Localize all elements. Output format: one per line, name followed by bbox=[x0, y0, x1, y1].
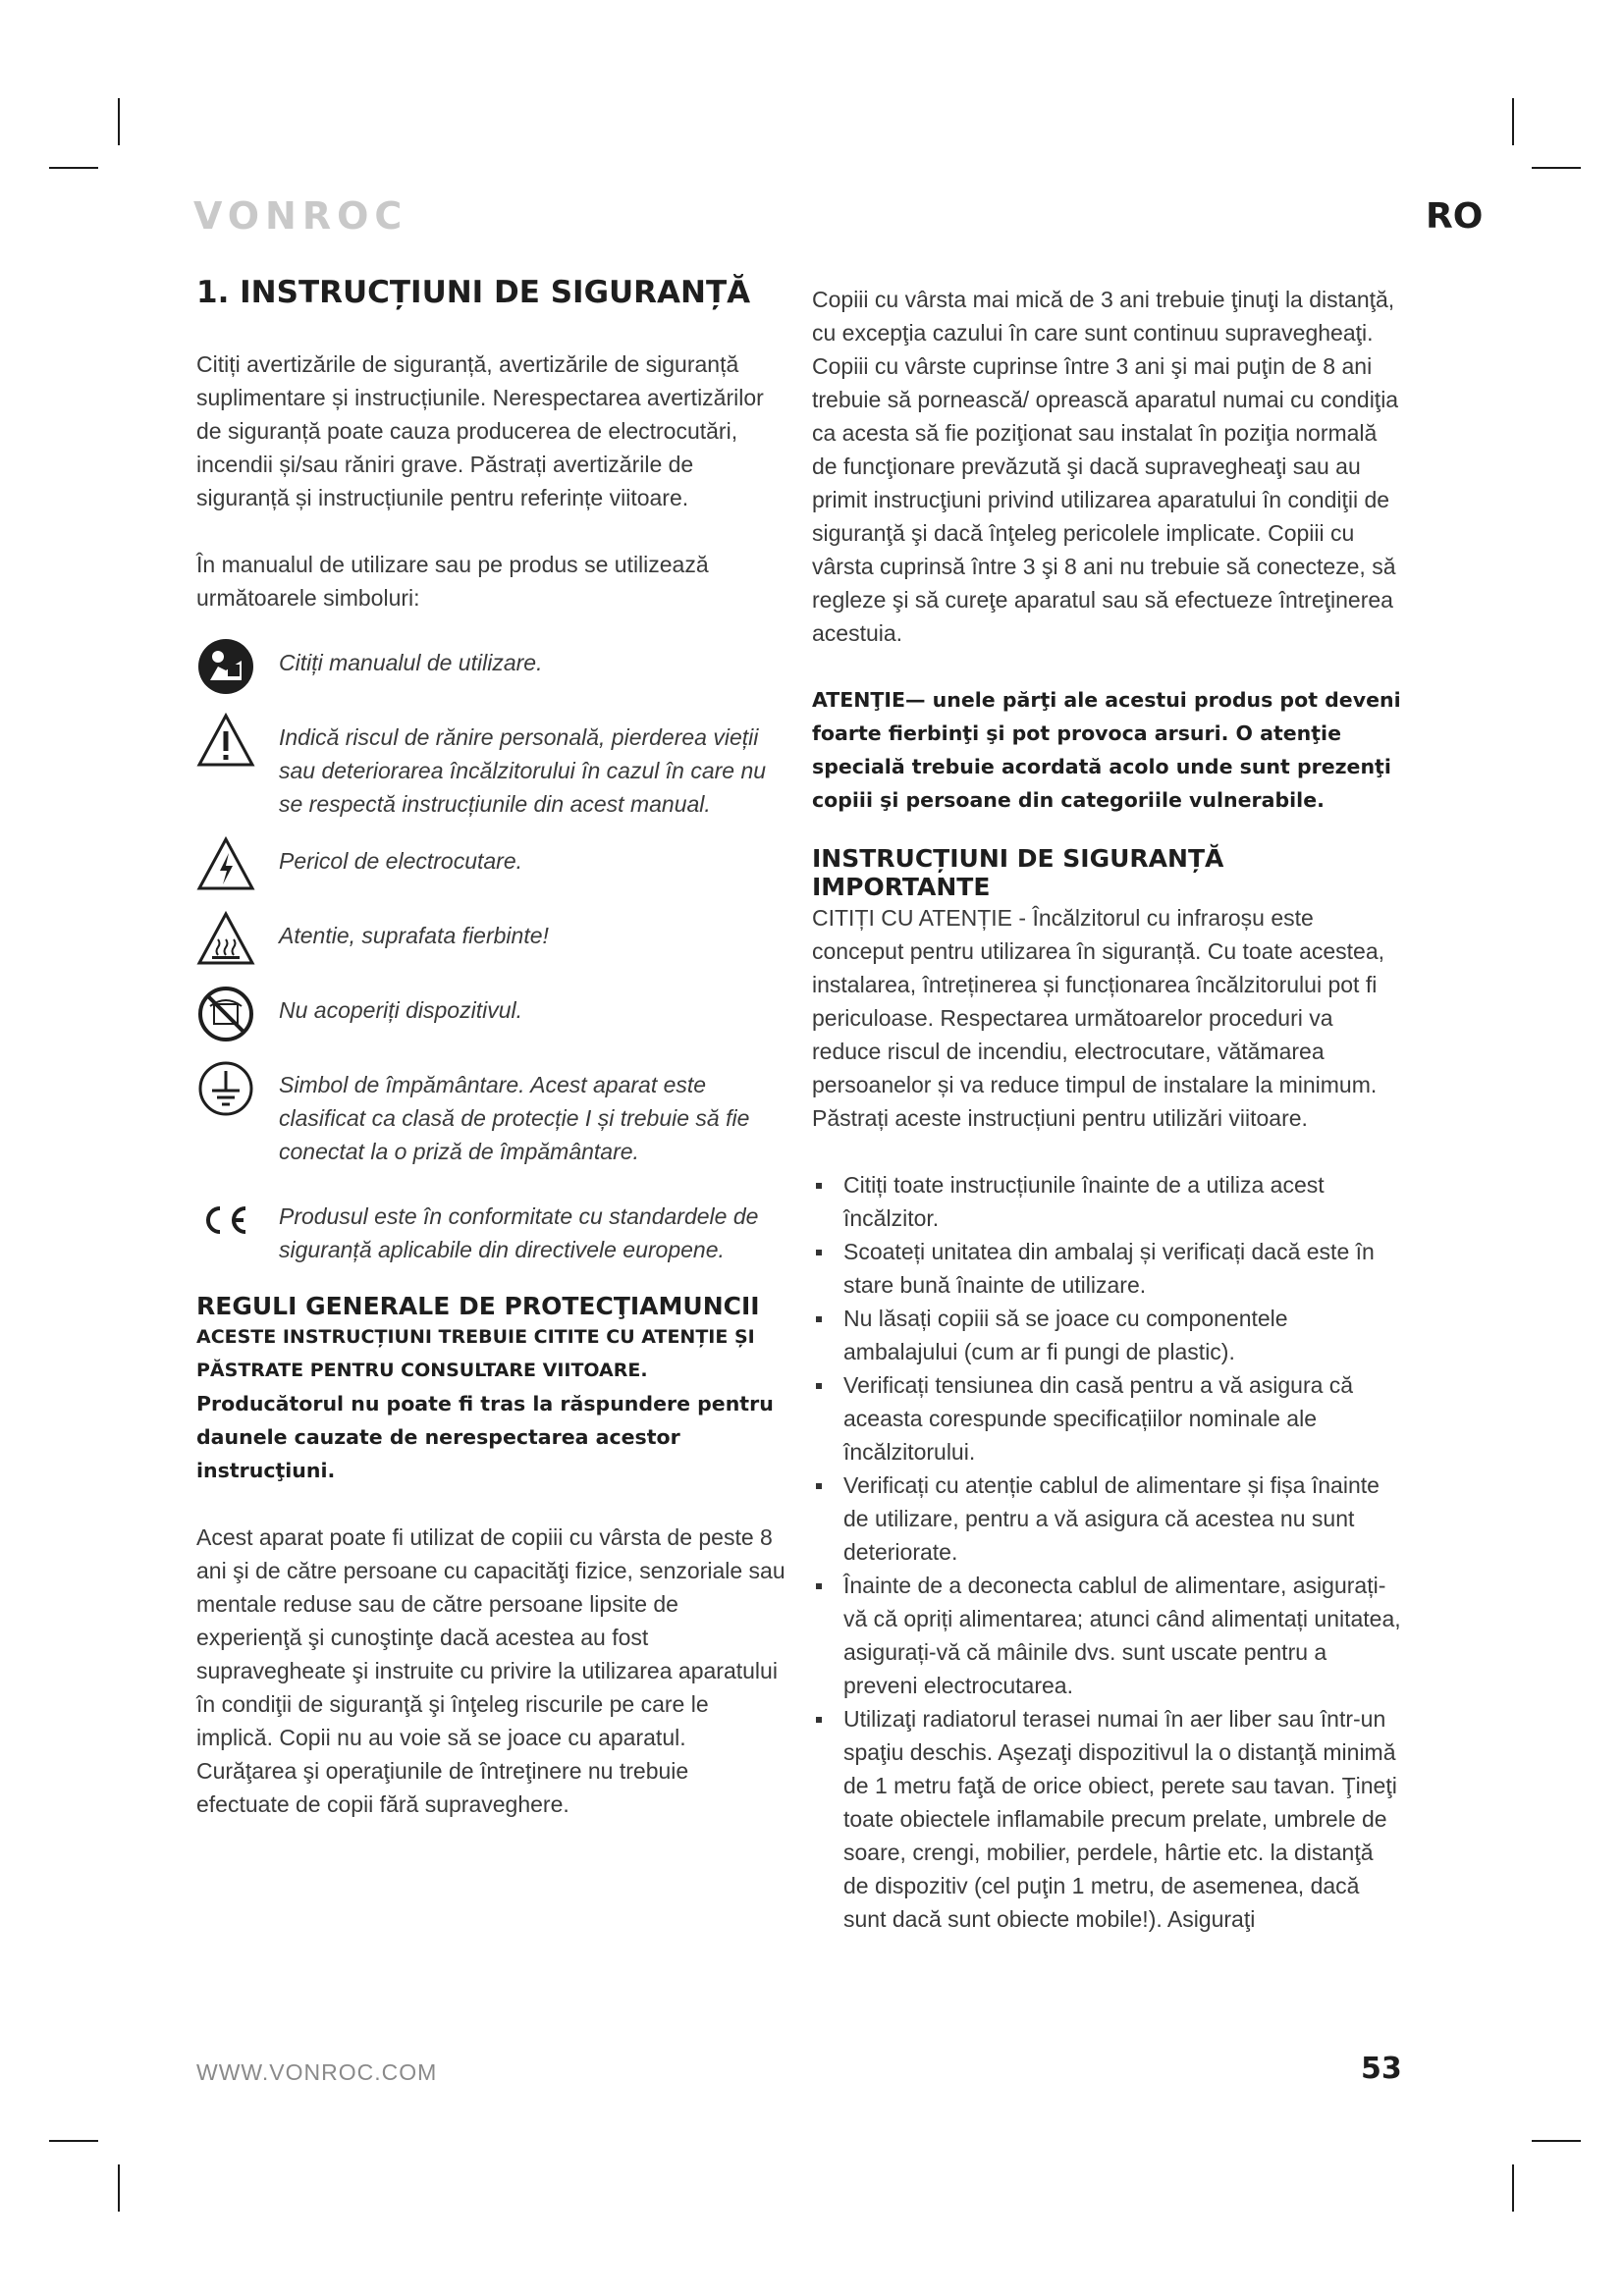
brand-logo: VONROC bbox=[193, 194, 408, 238]
read-manual-icon bbox=[196, 636, 257, 697]
page-number: 53 bbox=[1361, 2052, 1402, 2086]
symbol-text: Simbol de împământare. Acest aparat este clasificat ca clasă de protecție I și trebuie să fie conectat la o priză de împământare. bbox=[279, 1072, 750, 1164]
crop-mark bbox=[1532, 2140, 1581, 2142]
symbol-item bbox=[196, 636, 785, 697]
attention-paragraph: ATENŢIE— unele părţi ale acestui produs pot deveni foarte fierbinţi şi pot provoca arsuri. O atenţie specială trebuie acordată acolo unde sunt prezenţi copiii şi persoane din categoriile vulnerabile. bbox=[812, 688, 1401, 812]
safety-bullet-list bbox=[812, 1168, 1401, 1936]
symbol-item bbox=[196, 909, 785, 970]
symbol-item bbox=[196, 834, 785, 895]
list-item: Verificați tensiunea din casă pentru a vă asigura că aceasta corespunde specificațiilor nominale ale încălzitorului. bbox=[812, 1368, 1401, 1468]
list-item: Înainte de a deconecta cablul de alimentare, asigurați-vă că opriți alimentarea; atunci când alimentați unitatea, asigurați-vă că mâinile dvs. sunt uscate pentru a preveni electrocutarea. bbox=[812, 1569, 1401, 1702]
warning-icon bbox=[196, 711, 257, 772]
list-item: Citiți toate instrucțiunile înainte de a utiliza acest încălzitor. bbox=[812, 1168, 1401, 1235]
general-rules-bold: Producătorul nu poate fi tras la răspundere pentru daunele cauzate de nerespectarea acestor instrucţiuni. bbox=[196, 1392, 774, 1482]
do-not-cover-icon bbox=[196, 984, 257, 1044]
crop-mark bbox=[1532, 167, 1581, 169]
important-paragraph: CITIȚI CU ATENȚIE - Încălzitorul cu infraroșu este conceput pentru utilizarea în siguranță. Cu toate acestea, instalarea, întreținerea și funcționarea încălzitorului pot fi periculoase. Respectarea următoarelor proceduri va reduce riscul de incendiu, electrocutare, vătămarea persoanelor și va reduce timpul de instalare la minimum. Păstrați aceste instrucțiuni pentru utilizări viitoare. bbox=[812, 905, 1385, 1131]
general-rules-heading: REGULI GENERALE DE PROTECŢIAMUNCII bbox=[196, 1292, 760, 1320]
list-item: Verificați cu atenție cablul de alimentare și fișa înainte de utilizare, pentru a vă asigura că acestea nu sunt deteriorate. bbox=[812, 1468, 1401, 1569]
intro-paragraph: Citiți avertizările de siguranță, avertizările de siguranță suplimentare și instrucțiunile. Nerespectarea avertizărilor de siguranță poate cauza producerea de electrocutări, incendii și/sau răniri grave. Păstrați avertizările de siguranță și instrucțiunile pentru referințe viitoare. bbox=[196, 351, 764, 510]
left-column bbox=[196, 275, 785, 1821]
symbol-text: Indică riscul de rănire personală, pierderea vieții sau deteriorarea încălzitorului în cazul în care nu se respectă instrucțiunile din acest manual. bbox=[279, 724, 767, 817]
symbol-text: Atentie, suprafata fierbinte! bbox=[279, 923, 549, 948]
symbol-item bbox=[196, 984, 785, 1044]
crop-mark bbox=[49, 2140, 98, 2142]
crop-mark bbox=[49, 167, 98, 169]
list-item: Utilizaţi radiatorul terasei numai în aer liber sau într-un spaţiu deschis. Aşezaţi dispozitivul la o distanţă minimă de 1 metru faţă de orice obiect, perete sau tavan. Ţineţi toate obiectele inflamabile precum prelate, umbrele de soare, crengi, mobilier, perdele, hârtie etc. la distanţă de dispozitiv (cel puţin 1 metru, de asemenea, dacă sunt dacă sunt obiecte mobile!). Asiguraţi bbox=[812, 1702, 1401, 1936]
symbol-text: Citiți manualul de utilizare. bbox=[279, 650, 543, 675]
section-heading: 1. INSTRUCȚIUNI DE SIGURANȚĂ bbox=[196, 275, 751, 310]
crop-mark bbox=[118, 2164, 120, 2212]
crop-mark bbox=[1512, 2164, 1514, 2212]
list-item: Nu lăsați copiii să se joace cu componentele ambalajului (cum ar fi pungi de plastic). bbox=[812, 1302, 1401, 1368]
crop-mark bbox=[1512, 98, 1514, 145]
children-under3-paragraph: Copiii cu vârsta mai mică de 3 ani trebuie ţinuţi la distanţă, cu excepţia cazului în care sunt continuu supravegheaţi. Copiii cu vârste cuprinse între 3 ani şi mai puţin de 8 ani trebuie să pornească/ oprească aparatul numai cu condiţia ca acesta să fie poziţionat sau instalat în poziţia normală de funcţionare prevăzută şi dacă supravegheaţi sau au primit instrucţiuni privind utilizarea aparatului în condiţii de siguranţă şi dacă înţeleg pericolele implicate. Copiii cu vârsta cuprinsă între 3 şi 8 ani nu trebuie să conecteze, să regleze şi să cureţe aparatul sau să efectueze întreţinerea acestuia. bbox=[812, 287, 1399, 646]
earth-ground-icon bbox=[196, 1058, 257, 1119]
symbol-text: Produsul este în conformitate cu standardele de siguranță aplicabile din directivele europene. bbox=[279, 1203, 759, 1262]
symbol-text: Pericol de electrocutare. bbox=[279, 848, 523, 874]
footer-url: WWW.VONROC.COM bbox=[196, 2059, 438, 2085]
electric-shock-icon bbox=[196, 834, 257, 895]
symbol-item bbox=[196, 1190, 785, 1266]
hot-surface-icon bbox=[196, 909, 257, 970]
symbol-list bbox=[196, 636, 785, 1266]
children-paragraph: Acest aparat poate fi utilizat de copiii cu vârsta de peste 8 ani şi de către persoane cu capacităţi fizice, senzoriale sau mentale reduse sau de către persoane lipsite de experienţă şi cunoştinţe dacă acestea au fost supravegheate şi instruite cu privire la utilizarea aparatului în condiţii de siguranţă şi înţeleg riscurile pe care le implică. Copii nu au voie să se joace cu aparatul. Curăţarea şi operaţiunile de întreţinere nu trebuie efectuate de copii fără supraveghere. bbox=[196, 1524, 785, 1817]
ce-mark-icon bbox=[196, 1190, 257, 1251]
general-rules-caps: ACESTE INSTRUCȚIUNI TREBUIE CITITE CU ATENȚIE ȘI PĂSTRATE PENTRU CONSULTARE VIITOARE. bbox=[196, 1326, 755, 1381]
right-column bbox=[812, 283, 1401, 1936]
language-code: RO bbox=[1426, 196, 1484, 237]
symbol-item bbox=[196, 711, 785, 821]
symbol-item bbox=[196, 1058, 785, 1168]
important-heading: INSTRUCȚIUNI DE SIGURANȚĂ IMPORTANTE bbox=[812, 844, 1224, 901]
list-item: Scoateți unitatea din ambalaj și verificați dacă este în stare bună înainte de utilizare. bbox=[812, 1235, 1401, 1302]
symbols-intro: În manualul de utilizare sau pe produs se utilizează următoarele simboluri: bbox=[196, 552, 709, 611]
crop-mark bbox=[118, 98, 120, 145]
symbol-text: Nu acoperiți dispozitivul. bbox=[279, 997, 523, 1023]
